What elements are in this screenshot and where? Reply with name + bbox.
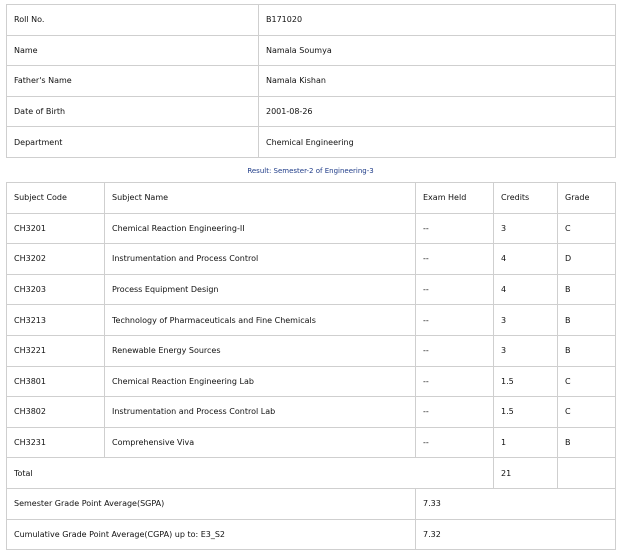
grade: C bbox=[558, 366, 616, 397]
cgpa-label: Cumulative Grade Point Average(CGPA) up to: E3_S2 bbox=[7, 519, 416, 550]
credits: 3 bbox=[494, 213, 558, 244]
exam-held: -- bbox=[416, 397, 494, 428]
result-title: Result: Semester-2 of Engineering-3 bbox=[247, 167, 374, 175]
subject-name: Comprehensive Viva bbox=[105, 427, 416, 458]
grade: B bbox=[558, 305, 616, 336]
header-credits: Credits bbox=[494, 183, 558, 214]
credits: 1.5 bbox=[494, 397, 558, 428]
name-label: Name bbox=[7, 35, 259, 66]
subject-name: Chemical Reaction Engineering Lab bbox=[105, 366, 416, 397]
exam-held: -- bbox=[416, 366, 494, 397]
dob-row bbox=[7, 96, 616, 127]
exam-held: -- bbox=[416, 335, 494, 366]
subject-code: CH3801 bbox=[7, 366, 105, 397]
header-grade: Grade bbox=[558, 183, 616, 214]
total-grade-empty bbox=[558, 458, 616, 489]
grade: B bbox=[558, 335, 616, 366]
subject-row bbox=[7, 244, 616, 275]
sgpa-label: Semester Grade Point Average(SGPA) bbox=[7, 488, 416, 519]
subject-row bbox=[7, 274, 616, 305]
subject-name: Instrumentation and Process Control bbox=[105, 244, 416, 275]
cgpa-value: 7.32 bbox=[416, 519, 616, 550]
subject-code: CH3231 bbox=[7, 427, 105, 458]
exam-held: -- bbox=[416, 244, 494, 275]
header-exam-held: Exam Held bbox=[416, 183, 494, 214]
subject-code: CH3213 bbox=[7, 305, 105, 336]
subject-row bbox=[7, 213, 616, 244]
roll-no-row bbox=[7, 5, 616, 36]
grade: D bbox=[558, 244, 616, 275]
subject-row bbox=[7, 335, 616, 366]
marks-header-row bbox=[7, 183, 616, 214]
header-subject-name: Subject Name bbox=[105, 183, 416, 214]
subject-code: CH3802 bbox=[7, 397, 105, 428]
subject-name: Chemical Reaction Engineering-II bbox=[105, 213, 416, 244]
subject-name: Process Equipment Design bbox=[105, 274, 416, 305]
subject-name: Renewable Energy Sources bbox=[105, 335, 416, 366]
exam-held: -- bbox=[416, 305, 494, 336]
total-label: Total bbox=[7, 458, 494, 489]
credits: 3 bbox=[494, 335, 558, 366]
subject-code: CH3221 bbox=[7, 335, 105, 366]
subject-row bbox=[7, 397, 616, 428]
subject-row bbox=[7, 366, 616, 397]
subject-name: Instrumentation and Process Control Lab bbox=[105, 397, 416, 428]
father-name-label: Father's Name bbox=[7, 66, 259, 97]
roll-no-value: B171020 bbox=[259, 5, 616, 36]
header-subject-code: Subject Code bbox=[7, 183, 105, 214]
exam-held: -- bbox=[416, 274, 494, 305]
credits: 3 bbox=[494, 305, 558, 336]
credits: 1.5 bbox=[494, 366, 558, 397]
subject-code: CH3203 bbox=[7, 274, 105, 305]
roll-no-label: Roll No. bbox=[7, 5, 259, 36]
subject-name: Technology of Pharmaceuticals and Fine Chemicals bbox=[105, 305, 416, 336]
sgpa-row bbox=[7, 488, 616, 519]
subject-code: CH3202 bbox=[7, 244, 105, 275]
exam-held: -- bbox=[416, 427, 494, 458]
total-row bbox=[7, 458, 616, 489]
department-row bbox=[7, 127, 616, 158]
father-name-value: Namala Kishan bbox=[259, 66, 616, 97]
dob-value: 2001-08-26 bbox=[259, 96, 616, 127]
grade: C bbox=[558, 213, 616, 244]
credits: 1 bbox=[494, 427, 558, 458]
subject-code: CH3201 bbox=[7, 213, 105, 244]
student-info-table bbox=[6, 4, 616, 158]
credits: 4 bbox=[494, 244, 558, 275]
name-value: Namala Soumya bbox=[259, 35, 616, 66]
name-row bbox=[7, 35, 616, 66]
subject-row bbox=[7, 427, 616, 458]
father-name-row bbox=[7, 66, 616, 97]
department-value: Chemical Engineering bbox=[259, 127, 616, 158]
exam-held: -- bbox=[416, 213, 494, 244]
grade: C bbox=[558, 397, 616, 428]
cgpa-row bbox=[7, 519, 616, 550]
department-label: Department bbox=[7, 127, 259, 158]
dob-label: Date of Birth bbox=[7, 96, 259, 127]
marks-table bbox=[6, 182, 616, 550]
grade: B bbox=[558, 427, 616, 458]
sgpa-value: 7.33 bbox=[416, 488, 616, 519]
grade: B bbox=[558, 274, 616, 305]
subject-row bbox=[7, 305, 616, 336]
total-credits: 21 bbox=[494, 458, 558, 489]
credits: 4 bbox=[494, 274, 558, 305]
